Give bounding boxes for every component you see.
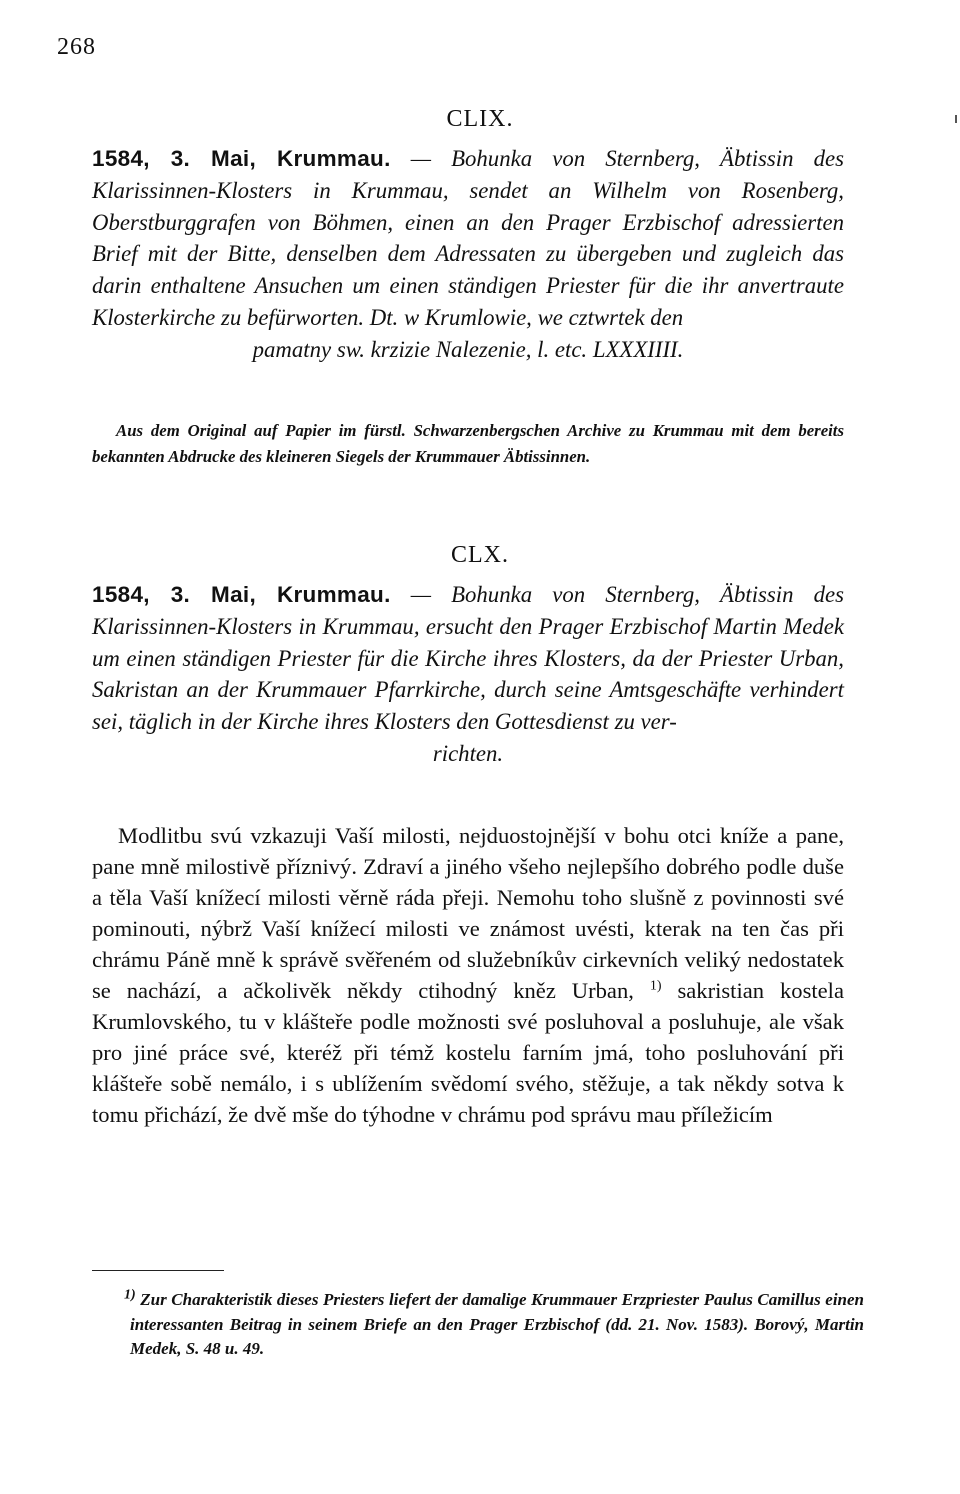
document-regest	[92, 143, 844, 366]
footnote-divider	[92, 1270, 224, 1271]
document-number-heading: CLIX.	[446, 106, 514, 132]
footnote	[110, 1288, 864, 1362]
source-note: Aus dem Original auf Papier im fürstl. Schwarzenbergschen Archive zu Krummau mit dem bereits bekannten Abdrucke des kleineren Siegels der Krummauer Äbtissinnen.	[92, 421, 844, 466]
page-number: 268	[57, 34, 96, 60]
regest-text-end: pamatny sw. krzizie Nalezenie, l. etc. LXXXIIII.	[252, 336, 684, 362]
letter-text: sakristian kostela Krumlovského, tu v klášteře podle možnosti své posluhoval a posluhuje, ale však pro jiné práce své, kteréž při témž kostelu farním jmá, toho posluhování při klášteře sobě nemálo, i s ublížením svědomí svého, stěžuje, a tak někdy sotva k tomu přichází, že dvě mše do týhodne v chrámu pod správu mau příležicím	[92, 978, 844, 1127]
document-regest	[92, 579, 844, 770]
regest-text: — Bohunka von Sternberg, Äbtissin des Klarissinnen-Klosters in Krummau, ersucht den Prager Erzbischof Martin Medek um einen ständigen Priester für die Kirche ihres Klosters, da der Priester Urban, Sakristan an der Krummauer Pfarrkirche, durch seine Amtsgeschäfte verhindert sei, täglich in der Kirche ihres Klosters den Gottesdienst zu ver-	[92, 582, 844, 735]
footnote-reference[interactable]: 1)	[649, 978, 662, 994]
regest-text-end: richten.	[432, 740, 504, 766]
regest-text: — Bohunka von Sternberg, Äbtissin des Klarissinnen-Klosters in Krummau, sendet an Wilhelm von Rosenberg, Oberstburggrafen von Böhmen, einen an den Prager Erzbischof adressierten Brief mit der Bitte, denselben dem Adressaten zu übergeben und zugleich das darin enthaltene Ansuchen um einen ständigen Priester für die ihr anvertraute Klosterkirche zu befürworten. Dt. w Krumlowie, we cztwrtek den	[92, 146, 844, 330]
letter-body	[92, 820, 844, 1130]
document-date: 1584, 3. Mai, Krummau.	[92, 146, 391, 171]
document-date: 1584, 3. Mai, Krummau.	[92, 582, 391, 607]
letter-text: Modlitbu svú vzkazuji Vaší milosti, nejduostojnější v bohu otci kníže a pane, pane mně milostivě příznivý. Zdraví a jiného všeho nejlepšího dobrého podle duše a těla Vaší knížecí milosti věrně ráda přeji. Nemohu toho slušně z povinnosti své pominouti, nýbrž Vaší knížecí milosti ve známost uvésti, kterak na ten čas při chrámu Páně mně k správě svěřeném od služebníkův cirkevních veliký nedostatek se nachází, a ačkolivěk někdy ctihodný kněz Urban,	[92, 823, 844, 1003]
footnote-text: Zur Charakteristik dieses Priesters liefert der damalige Krummauer Erzpriester Paulus Camillus einen interessanten Beitrag in seinem Briefe an den Prager Erzbischof (dd. 21. Nov. 1583). Borový, Martin Medek, S. 48 u. 49.	[130, 1290, 864, 1358]
document-number-heading: CLX.	[451, 542, 509, 568]
footnote-mark: 1)	[124, 1287, 136, 1303]
